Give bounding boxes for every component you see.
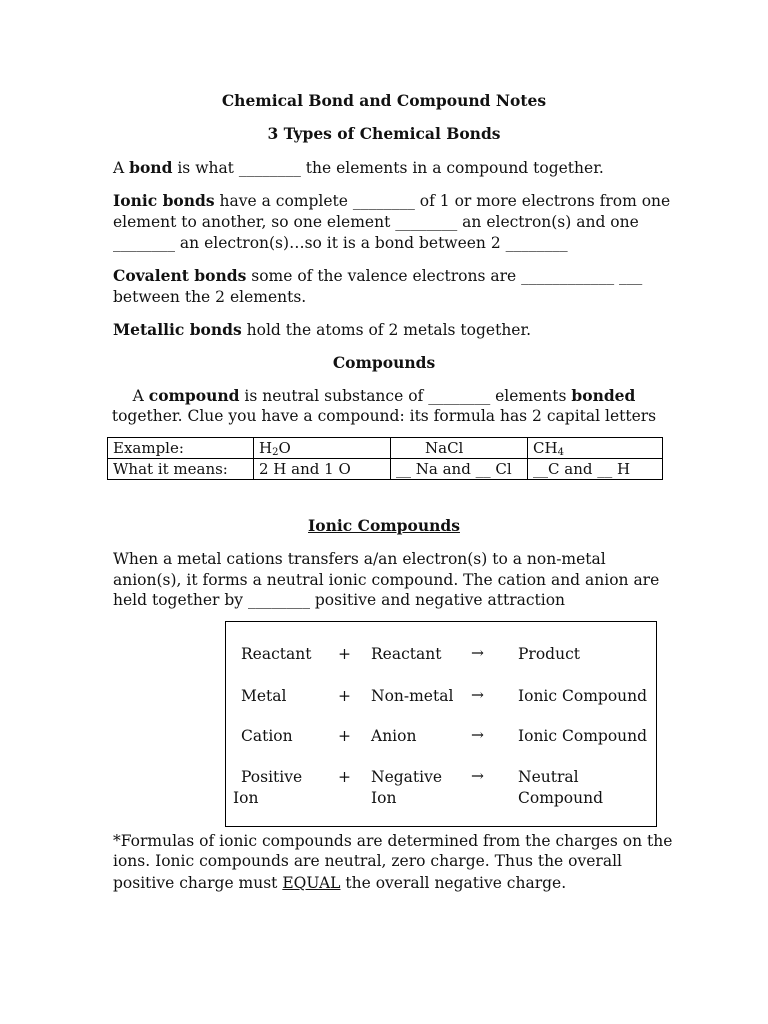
metallic-bonds: [113, 320, 531, 340]
reaction-cell: Reactant: [241, 645, 312, 663]
plus-sign: +: [338, 687, 351, 705]
ionic-paragraph-line: anion(s), it forms a neutral ionic compound. The cation and anion are: [113, 571, 660, 589]
reaction-cell: Compound: [518, 789, 604, 807]
plus-sign: +: [338, 645, 351, 663]
text: O: [278, 439, 291, 457]
table-cell: What it means:: [108, 459, 254, 480]
term-bond: bond: [129, 158, 173, 177]
term-equal: EQUAL: [282, 874, 341, 892]
reaction-cell: Ion: [233, 789, 259, 807]
reaction-box: [225, 621, 657, 827]
plus-sign: +: [338, 727, 351, 745]
reaction-cell: Neutral: [518, 768, 579, 786]
section-heading-compounds: Compounds: [332, 353, 436, 372]
term-metallic-bonds: Metallic bonds: [113, 320, 242, 339]
table-cell: [528, 438, 663, 459]
ionic-paragraph-line: When a metal cations transfers a/an electron(s) to a non-metal: [113, 550, 606, 568]
arrow-icon: →: [471, 686, 484, 704]
example-table: [107, 437, 663, 480]
term-compound: compound: [148, 386, 240, 405]
footnote-line: *Formulas of ionic compounds are determined from the charges on the: [113, 832, 673, 850]
text: the overall negative charge.: [340, 874, 567, 892]
reaction-cell: Negative: [371, 768, 443, 786]
text: positive charge must: [113, 874, 283, 892]
table-cell: [254, 438, 391, 459]
text: is neutral substance of ________ elements: [239, 387, 572, 405]
plus-sign: +: [338, 768, 351, 786]
reaction-cell: Cation: [241, 727, 293, 745]
bond-definition: [113, 158, 604, 178]
text: some of the valence electrons are ____________ ___: [246, 267, 643, 285]
document-title: Chemical Bond and Compound Notes: [221, 91, 547, 110]
section-heading-ionic-compounds: Ionic Compounds: [308, 516, 460, 535]
reaction-cell: Non-metal: [371, 687, 454, 705]
section-heading-bond-types: 3 Types of Chemical Bonds: [267, 124, 501, 143]
compound-definition-line-2: together. Clue you have a compound: its formula has 2 capital letters: [111, 407, 657, 425]
arrow-icon: →: [471, 726, 484, 744]
covalent-bonds-line-1: [113, 266, 642, 286]
term-bonded: bonded: [571, 386, 636, 405]
term-ionic-bonds: Ionic bonds: [113, 191, 215, 210]
reaction-cell: Ion: [371, 789, 397, 807]
text: A: [113, 159, 130, 177]
reaction-cell: Ionic Compound: [518, 687, 648, 705]
covalent-bonds-line-2: between the 2 elements.: [113, 288, 307, 306]
table-row: [108, 459, 663, 480]
ionic-bonds-line-1: [113, 191, 670, 211]
footnote-line: ions. Ionic compounds are neutral, zero charge. Thus the overall: [113, 852, 622, 870]
reaction-cell: Positive: [241, 768, 303, 786]
term-covalent-bonds: Covalent bonds: [113, 266, 247, 285]
text: CH: [533, 439, 558, 457]
text: A: [132, 387, 149, 405]
table-cell: NaCl: [391, 438, 528, 459]
reaction-cell: Product: [518, 645, 580, 663]
table-cell: __ Na and __ Cl: [391, 459, 528, 480]
table-cell: __C and __ H: [528, 459, 663, 480]
reaction-cell: Anion: [371, 727, 417, 745]
reaction-cell: Ionic Compound: [518, 727, 648, 745]
reaction-cell: Reactant: [371, 645, 442, 663]
subscript: 2: [272, 447, 279, 458]
ionic-paragraph-line: held together by ________ positive and negative attraction: [113, 591, 566, 609]
reaction-cell: Metal: [241, 687, 287, 705]
text: hold the atoms of 2 metals together.: [241, 321, 532, 339]
footnote-line: [113, 873, 566, 893]
arrow-icon: →: [471, 767, 484, 785]
subscript: 4: [557, 447, 564, 458]
table-row: [108, 438, 663, 459]
compound-definition-line-1: [0, 386, 768, 406]
table-cell: Example:: [108, 438, 254, 459]
arrow-icon: →: [471, 644, 484, 662]
text: H: [259, 439, 273, 457]
text: have a complete ________ of 1 or more electrons from one: [214, 192, 671, 210]
table-cell: 2 H and 1 O: [254, 459, 391, 480]
ionic-bonds-line-2: element to another, so one element ________ an electron(s) and one: [113, 213, 639, 231]
ionic-bonds-line-3: ________ an electron(s)…so it is a bond between 2 ________: [113, 234, 568, 252]
text: is what ________ the elements in a compound together.: [172, 159, 604, 177]
